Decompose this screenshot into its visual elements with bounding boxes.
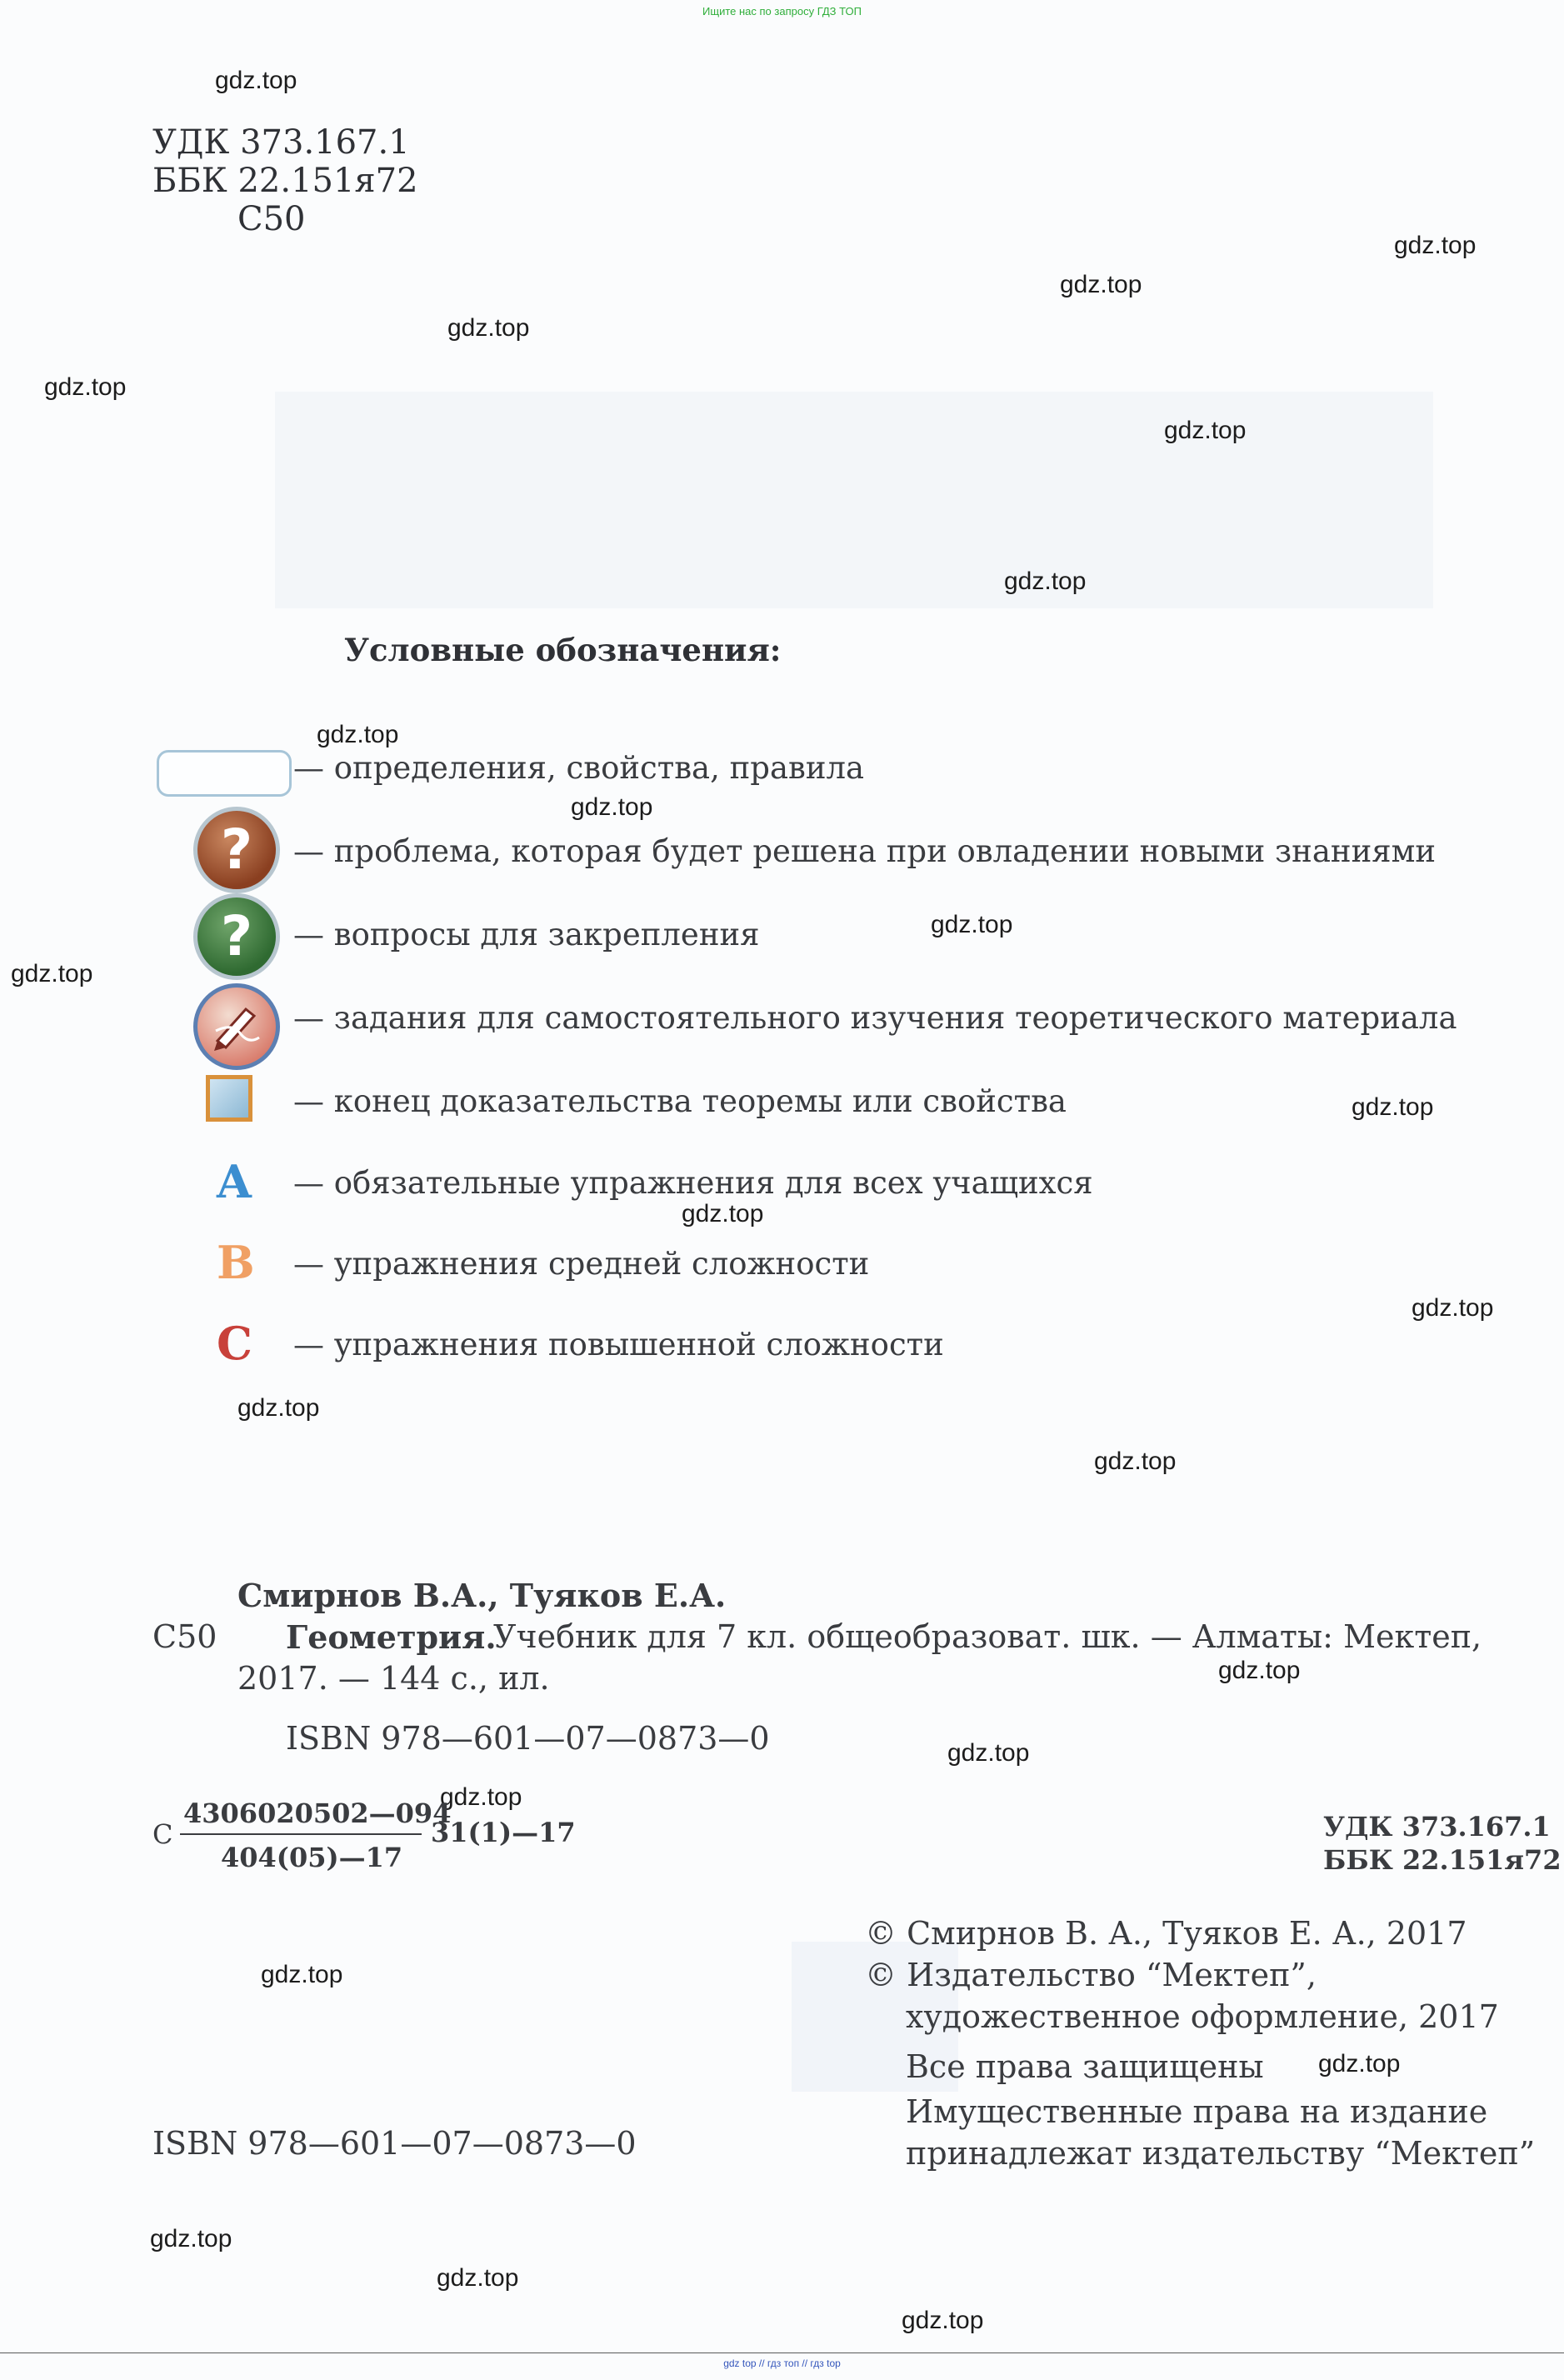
- legend-item-level-c: — упражнения повышенной сложности: [293, 1327, 944, 1362]
- watermark: gdz.top: [1094, 1448, 1177, 1475]
- watermark: gdz.top: [682, 1200, 764, 1228]
- udk-code: УДК 373.167.1: [152, 123, 410, 162]
- background-ghost-title: [275, 392, 1433, 608]
- isbn-bottom: ISBN 978—601—07—0873—0: [152, 2125, 637, 2162]
- fraction-suffix: 31(1)—17: [431, 1817, 576, 1848]
- udk-code-right: УДК 373.167.1: [1323, 1811, 1551, 1842]
- legend-title: Условные обозначения:: [344, 632, 782, 668]
- watermark: gdz.top: [437, 2264, 519, 2292]
- watermark: gdz.top: [1218, 1657, 1301, 1684]
- level-a-letter: A: [217, 1155, 252, 1208]
- legend-item-level-a: — обязательные упражнения для всех учащихся: [293, 1165, 1093, 1201]
- fraction-denominator: 404(05)—17: [221, 1842, 403, 1873]
- copyright-design: художественное оформление, 2017: [906, 1998, 1499, 2035]
- property-rights-line2: принадлежат издательству “Мектеп”: [906, 2135, 1536, 2172]
- watermark: gdz.top: [1164, 417, 1247, 444]
- question-mark: ?: [220, 904, 253, 968]
- footer-divider: [0, 2352, 1564, 2353]
- copyright-authors: © Смирнов В. А., Туяков Е. А., 2017: [865, 1915, 1467, 1952]
- watermark: gdz.top: [1394, 232, 1477, 259]
- authors: Смирнов В.А., Туяков Е.А.: [237, 1577, 727, 1614]
- legend-item-problem: — проблема, которая будет решена при овладении новыми знаниями: [293, 833, 1437, 869]
- book-description: Учебник для 7 кл. общеобразоват. шк. — Алматы: Мектеп,: [493, 1618, 1482, 1655]
- fraction-line: [180, 1833, 422, 1835]
- legend-item-proof-end: — конец доказательства теоремы или свойства: [293, 1083, 1067, 1119]
- level-b-letter: B: [217, 1236, 255, 1289]
- watermark: gdz.top: [1060, 271, 1142, 298]
- definition-frame-icon: [157, 750, 292, 797]
- watermark: gdz.top: [1352, 1093, 1434, 1121]
- watermark: gdz.top: [947, 1739, 1030, 1767]
- watermark: gdz.top: [11, 960, 93, 988]
- proof-end-square-icon: [206, 1075, 252, 1122]
- question-mark: ?: [220, 818, 253, 882]
- watermark: gdz.top: [1318, 2050, 1401, 2078]
- book-pages: 2017. — 144 с., ил.: [237, 1660, 550, 1697]
- watermark: gdz.top: [44, 373, 127, 401]
- watermark: gdz.top: [1004, 568, 1087, 595]
- legend-item-review: — вопросы для закрепления: [293, 917, 760, 952]
- watermark: gdz.top: [215, 67, 297, 94]
- watermark: gdz.top: [237, 1394, 320, 1422]
- pen-glyph-icon: [207, 998, 266, 1056]
- bbk-code-right: ББК 22.151я72: [1323, 1844, 1562, 1876]
- watermark: gdz.top: [261, 1961, 343, 1988]
- bbk-code: ББК 22.151я72: [152, 162, 418, 200]
- legend-item-definitions: — определения, свойства, правила: [293, 750, 865, 786]
- footer-banner[interactable]: gdz top // гдз топ // гдз top: [723, 2358, 841, 2369]
- watermark: gdz.top: [447, 314, 530, 342]
- problem-question-icon: [193, 807, 280, 893]
- copyright-publisher: © Издательство “Мектеп”,: [865, 1957, 1317, 1993]
- pen-task-icon: [193, 983, 280, 1070]
- level-c-letter: C: [217, 1317, 252, 1370]
- watermark: gdz.top: [1412, 1294, 1494, 1322]
- review-question-icon: [193, 893, 280, 980]
- watermark: gdz.top: [317, 721, 399, 748]
- legend-item-level-b: — упражнения средней сложности: [293, 1246, 870, 1282]
- legend-item-self-study: — задания для самостоятельного изучения теоретического материала: [293, 1000, 1457, 1036]
- isbn: ISBN 978—601—07—0873—0: [286, 1720, 770, 1757]
- watermark: gdz.top: [571, 793, 653, 821]
- fraction-numerator: 4306020502—094: [183, 1798, 452, 1829]
- bib-catalog-code: С50: [152, 1618, 217, 1655]
- book-title: Геометрия.: [286, 1618, 497, 1656]
- fraction-prefix: С: [152, 1818, 173, 1850]
- watermark: gdz.top: [440, 1783, 522, 1811]
- site-banner[interactable]: Ищите нас по запросу ГДЗ ТОП: [702, 5, 862, 18]
- rights-reserved: Все права защищены: [906, 2048, 1264, 2085]
- watermark: gdz.top: [931, 911, 1013, 938]
- watermark: gdz.top: [902, 2307, 984, 2334]
- catalog-code: С50: [237, 200, 306, 238]
- watermark: gdz.top: [150, 2225, 232, 2252]
- property-rights-line1: Имущественные права на издание: [906, 2093, 1488, 2130]
